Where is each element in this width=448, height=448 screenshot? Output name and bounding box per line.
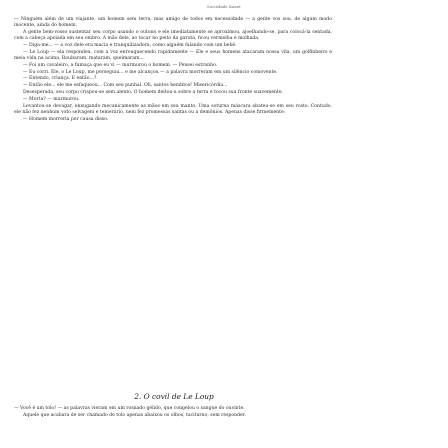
section-text: [14, 406, 332, 420]
paragraph: A gente bem-vosso sustentar seu corpo usando o outono e ele imediatamente se aproximou, ajoelhando-se, para colocá-la sentada, com a cabeça apoiada em seu ombro. A mão dele, ao tocar no peito da garota, ficou vermelha e molhada.: [14, 30, 332, 42]
paragraph: — Morta? — murmurou.: [23, 96, 80, 102]
paragraph: — Então ele... ele me esfaqueou... Com seu punhal. Oh, santos benditos! Misericórdia...: [23, 83, 228, 89]
paragraph: — Ninguém além de um viajante, um homem sem terra, mas amigo de todos em necessidade — a gente vos sou, de algum modo inocente, ainda do homem.: [14, 17, 332, 29]
body-text: [14, 17, 332, 123]
paragraph: — Entendo, criança. E então...?: [23, 76, 97, 82]
running-title: Sociedade Kanet: [207, 5, 241, 9]
paragraph: Aquele que acabara de ser chamado de tolo apenas abaixou os olhos, taciturno, sem responder.: [23, 412, 246, 418]
paragraph: Desesperada, seu corpo crispou-se sem alento. O homem deitou-a sobre a terra e tocou sua fronte suavemente.: [23, 89, 284, 95]
paragraph: — Foi um cavaleiro, a fumaça que eu vi — murmurou o homem. — Pensei estranho.: [23, 62, 218, 68]
paragraph: — Eu corri. Ele, o Le Loup, me perseguiu... e me alcançou — a palavra morreram em um silêncio comovente.: [23, 69, 278, 75]
paragraph: — Você é um tolo! — as palavras vieram em um rosnado gélido, que congelou o sangue do ouvinte.: [14, 406, 245, 411]
paragraph: — Diga-me... — a voz dele era macia e tranquilizadora, como alguém falando com um bebê.: [23, 43, 237, 48]
section-title: 2. O covil de Le Loup: [134, 392, 214, 401]
paragraph: — Homem morreria por causa disso.: [23, 116, 109, 122]
paragraph: Levantou-se devagar, enxugando mecanicamente as mãos em seu manto. Uma soturna máscara abateu-se em seu rosto. Contudo, ele não fez nenhum voto selvagem e temerário, nem fez promessas santas ou a demônios. Apenas disse firmemente:: [14, 103, 332, 115]
paragraph: — Le Loup — ela respondeu, com a voz enrouquecendo rapidamente — Ele e seus homens atacaram nossa vila, um golfinheiro e meia vida na acima. Roubaram, mataram, queimaram...: [14, 49, 332, 61]
